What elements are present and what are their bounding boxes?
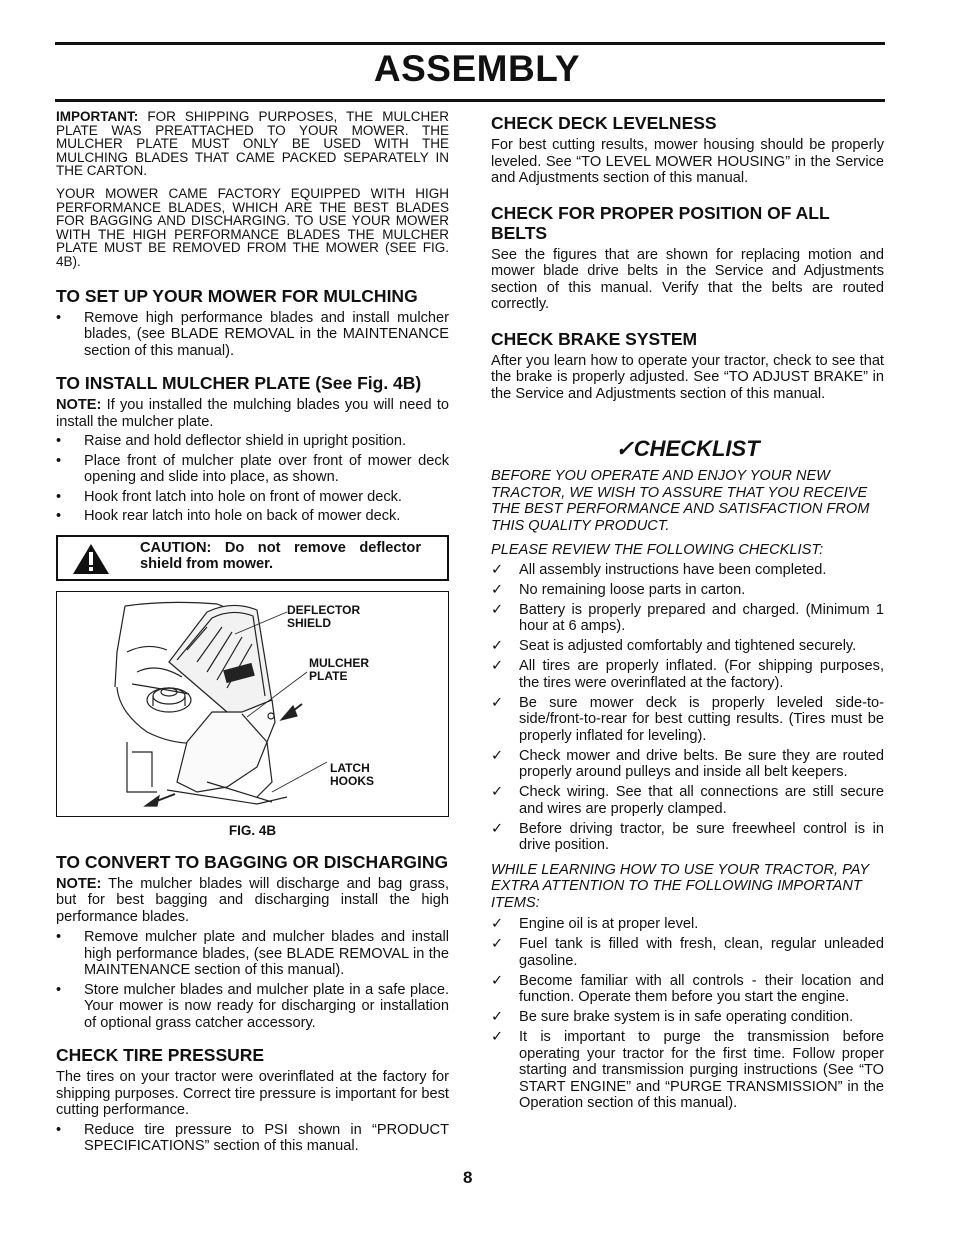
checklist-item: ✓ It is important to purge the transmission before operating your tractor for the first time. Follow proper starting and transmission purging instructions (See “TO START ENGINE” and “PURGE TRANSMISSION” in the Operation section of this manual).: [491, 1029, 884, 1111]
latch-hooks-label: LATCH HOOKS: [330, 760, 375, 788]
checklist-item: ✓ No remaining loose parts in carton.: [491, 581, 746, 598]
convert-list: [56, 929, 449, 1031]
check-mark-icon: ✓: [491, 972, 504, 989]
check-mark-icon: ✓: [491, 638, 504, 654]
check-mark-icon: ✓: [491, 601, 504, 618]
check-mark-icon: ✓: [491, 658, 504, 674]
check-mark-icon: ✓: [491, 936, 504, 952]
deflector-shield-label: DEFLECTOR SHIELD: [287, 602, 361, 630]
checklist-item: ✓ Become familiar with all controls - their location and function. Operate them before you start the engine.: [491, 972, 884, 1005]
caution-text: CAUTION: Do not remove deflector shield from mower.: [140, 539, 421, 573]
check-mark-icon: ✓: [491, 694, 504, 711]
note-text: The mulcher blades will discharge and bag grass, but for best bagging and discharging install the high performance blades.: [56, 875, 449, 925]
check-mark-icon: ✓: [491, 916, 504, 932]
checklist: [491, 562, 884, 854]
belts-heading: CHECK FOR PROPER POSITION OF ALL BELTS: [491, 202, 830, 243]
list-item: • Raise and hold deflector shield in upright position.: [56, 433, 449, 450]
check-mark-icon: ✓: [491, 561, 504, 578]
page-title: ASSEMBLY: [373, 48, 581, 89]
learning-list: [491, 916, 884, 1112]
right-column: [491, 110, 884, 1115]
checklist-item: ✓ Seat is adjusted comfortably and tightened securely.: [491, 638, 857, 654]
check-mark-icon: ✓: [491, 1029, 504, 1045]
page-number: 8: [463, 1168, 473, 1187]
checklist-item: ✓ Before driving tractor, be sure freewheel control is in drive position.: [491, 820, 884, 853]
figure-caption: FIG. 4B: [228, 822, 277, 838]
belts-text: See the figures that are shown for replacing motion and mower blade drive belts in the Service and Adjustments section of this manual. Verify that the belts are routed correctly.: [491, 246, 884, 312]
mulcher-plate-illustration: [57, 592, 447, 814]
checklist-item: ✓ Check wiring. See that all connections are still secure and wires are properly clamped.: [491, 784, 884, 817]
check-mark-icon: ✓: [491, 784, 504, 800]
check-mark-icon: ✓: [491, 581, 504, 598]
checklist-item: ✓ Check mower and drive belts. Be sure they are routed properly around pulleys and inside all belt keepers.: [491, 747, 884, 780]
checklist-item: ✓ Be sure brake system is in safe operating condition.: [491, 1009, 854, 1025]
install-note: [56, 397, 449, 430]
brake-heading: CHECK BRAKE SYSTEM: [491, 328, 698, 349]
checklist-item: ✓ All assembly instructions have been completed.: [491, 561, 827, 578]
list-item: • Reduce tire pressure to PSI shown in “PRODUCT SPECIFICATIONS” section of this manual.: [56, 1122, 449, 1155]
install-list: [56, 433, 449, 525]
note-text: If you installed the mulching blades you will need to install the mulcher plate.: [56, 397, 449, 430]
tire-list: [56, 1122, 449, 1155]
checklist-heading: ✓CHECKLIST: [615, 436, 760, 461]
list-item: • Remove high performance blades and install mulcher blades, (see BLADE REMOVAL in the MAINTENANCE section of this manual).: [56, 310, 449, 360]
checklist-review: PLEASE REVIEW THE FOLLOWING CHECKLIST:: [491, 542, 824, 558]
mulching-list: [56, 310, 449, 360]
top-rule: [55, 42, 885, 45]
checklist-item: ✓ All tires are properly inflated. (For shipping purposes, the tires were overinflated at the factory).: [491, 658, 884, 691]
convert-note: [56, 876, 449, 926]
list-item: • Place front of mulcher plate over front of mower deck opening and slide into place, as shown.: [56, 453, 449, 486]
deck-text: For best cutting results, mower housing should be properly leveled. See “TO LEVEL MOWER HOUSING” in the Service and Adjustments section of this manual.: [491, 137, 884, 186]
tire-heading: CHECK TIRE PRESSURE: [56, 1045, 265, 1066]
checklist-item: ✓ Fuel tank is filled with fresh, clean, regular unleaded gasoline.: [491, 936, 884, 969]
title-underline: [55, 99, 885, 102]
brake-text: After you learn how to operate your tractor, check to see that the brake is properly adjusted. See “TO ADJUST BRAKE” in the Service and Adjustments section of this manual.: [491, 352, 884, 402]
important-label: IMPORTANT:: [56, 109, 139, 124]
check-mark-icon: ✓: [491, 747, 504, 764]
checklist-item: ✓ Engine oil is at proper level.: [491, 916, 699, 932]
checklist-item: ✓ Be sure mower deck is properly leveled side-to-side/front-to-rear for best cutting results. (Tires must be properly inflated for leveling).: [491, 694, 884, 744]
tire-text: The tires on your tractor were overinflated at the factory for shipping purposes. Correct tire pressure is important for best cutting performance.: [56, 1069, 449, 1119]
deck-heading: CHECK DECK LEVELNESS: [491, 113, 717, 133]
note-label: NOTE:: [56, 397, 102, 414]
convert-heading: TO CONVERT TO BAGGING OR DISCHARGING: [56, 851, 449, 872]
mulcher-plate-label: MULCHER PLATE: [309, 655, 369, 683]
list-item: • Hook rear latch into hole on back of mower deck.: [56, 508, 449, 525]
important-paragraph: [56, 110, 449, 178]
check-mark-icon: ✓: [491, 820, 504, 837]
warning-icon: [72, 543, 110, 575]
mulching-heading: TO SET UP YOUR MOWER FOR MULCHING: [56, 285, 418, 306]
important-text: FOR SHIPPING PURPOSES, THE MULCHER PLATE WAS PREATTACHED TO YOUR MOWER. THE MULCHER PLATE MUST ONLY BE USED WITH THE MULCHING BLADES THAT CAME PACKED SEPARATELY IN THE CARTON.: [56, 109, 449, 179]
note-label: NOTE:: [56, 875, 102, 892]
checklist-item: ✓ Battery is properly prepared and charged. (Minimum 1 hour at 6 amps).: [491, 601, 884, 634]
install-heading: TO INSTALL MULCHER PLATE (See Fig. 4B): [56, 373, 422, 394]
list-item: • Hook front latch into hole on front of mower deck.: [56, 489, 449, 506]
check-mark-icon: ✓: [491, 1009, 504, 1025]
checklist-intro: BEFORE YOU OPERATE AND ENJOY YOUR NEW TRACTOR, WE WISH TO ASSURE THAT YOU RECEIVE THE BEST PERFORMANCE AND SATISFACTION FROM THIS QUALITY PRODUCT.: [491, 468, 870, 534]
caution-box: [56, 535, 449, 581]
list-item: • Remove mulcher plate and mulcher blades and install high performance blades, (see BLADE REMOVAL in the MAINTENANCE section of this manual).: [56, 929, 449, 979]
figure-4b: [56, 591, 449, 817]
list-item: • Store mulcher blades and mulcher plate in a safe place. Your mower is now ready for discharging or installation of optional grass catcher accessory.: [56, 982, 449, 1032]
learning-intro: WHILE LEARNING HOW TO USE YOUR TRACTOR, PAY EXTRA ATTENTION TO THE FOLLOWING IMPORTANT ITEMS:: [491, 861, 869, 911]
left-column: [56, 110, 449, 1158]
factory-paragraph: YOUR MOWER CAME FACTORY EQUIPPED WITH HIGH PERFORMANCE BLADES, WHICH ARE THE BEST BLADES FOR BAGGING AND DISCHARGING. TO USE YOUR MOWER WITH THE HIGH PERFORMANCE BLADES THE MULCHER PLATE MUST BE REMOVED FROM THE MOWER (SEE FIG. 4B).: [56, 185, 449, 269]
